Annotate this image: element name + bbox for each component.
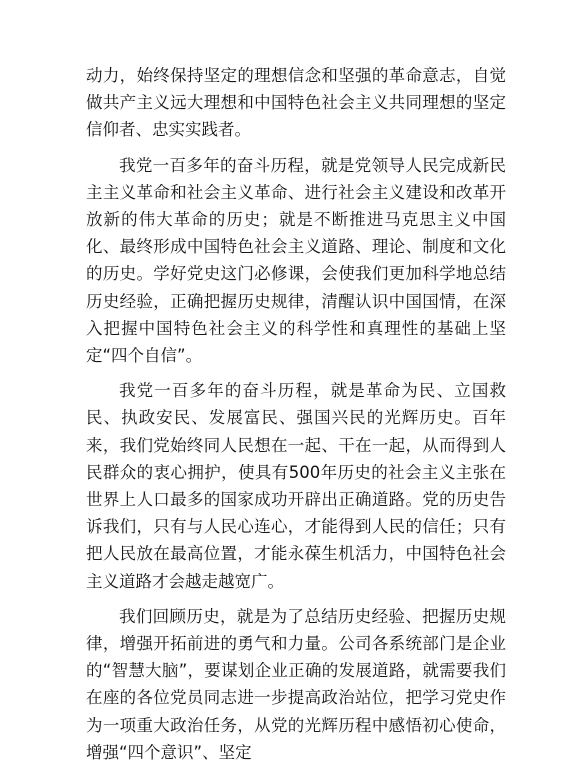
document-page [86,62,506,774]
paragraph-4: 我们回顾历史，就是为了总结历史经验、把握历史规律，增强开拓前进的勇气和力量。公司各系统部门是企业的“智慧大脑”，要谋划企业正确的发展道路，就需要我们在座的各位党员同志进一步提高政治站位，把学习党史作为一项重大政治任务，从党的光辉历程中感悟初心使命，增强“四个意识”、坚定 [86,606,506,762]
paragraph-3: 我党一百多年的奋斗历程，就是革命为民、立国救民、执政安民、发展富民、强国兴民的光辉历史。百年来，我们党始终同人民想在一起、干在一起，从而得到人民群众的衷心拥护，使具有500年历史的社会主义主张在世界上人口最多的国家成功开辟出正确道路。党的历史告诉我们，只有与人民心连心，才能得到人民的信任；只有把人民放在最高位置，才能永葆生机活力，中国特色社会主义道路才会越走越宽广。 [86,381,506,591]
paragraph-1: 动力，始终保持坚定的理想信念和坚强的革命意志，自觉做共产主义远大理想和中国特色社会主义共同理想的坚定信仰者、忠实实践者。 [86,66,506,140]
paragraph-2: 我党一百多年的奋斗历程，就是党领导人民完成新民主主义革命和社会主义革命、进行社会主义建设和改革开放新的伟大革命的历史；就是不断推进马克思主义中国化、最终形成中国特色社会主义道路、理论、制度和文化的历史。学好党史这门必修课，会使我们更加科学地总结历史经验，正确把握历史规律，清醒认识中国国情，在深入把握中国特色社会主义的科学性和真理性的基础上坚定“四个自信”。 [86,155,506,366]
